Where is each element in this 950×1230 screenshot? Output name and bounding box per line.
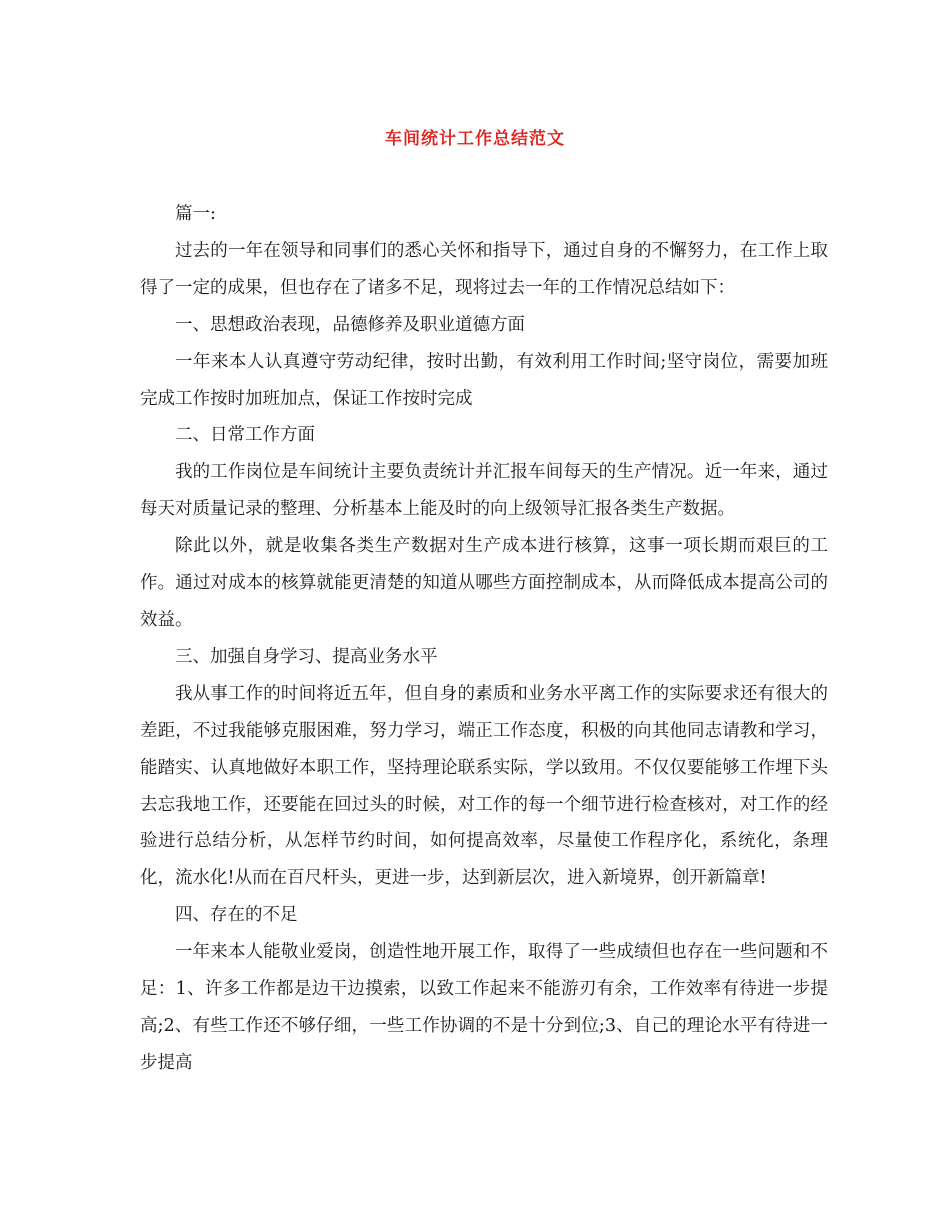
heading-section-3: 三、加强自身学习、提高业务水平 xyxy=(175,646,438,667)
heading-section-2: 二、日常工作方面 xyxy=(175,425,315,446)
paragraph-section-label: 篇一: xyxy=(175,204,216,224)
paragraph-section-2b: 除此以外，就是收集各类生产数据对生产成本进行核算，这事一项长期而艰巨的工作。通过对成本的核算就能更清楚的知道从哪些方面控制成本，从而降低成本提高公司的效益。 xyxy=(140,536,828,630)
paragraph-section-2a: 我的工作岗位是车间统计主要负责统计并汇报车间每天的生产情况。近一年来，通过每天对质量记录的整理、分析基本上能及时的向上级领导汇报各类生产数据。 xyxy=(140,462,828,520)
paragraph-intro: 过去的一年在领导和同事们的悉心关怀和指导下，通过自身的不懈努力，在工作上取得了一定的成果，但也存在了诸多不足，现将过去一年的工作情况总结如下： xyxy=(140,240,828,298)
heading-section-4: 四、存在的不足 xyxy=(175,905,298,926)
paragraph-section-4: 一年来本人能敬业爱岗，创造性地开展工作，取得了一些成绩但也存在一些问题和不足：1、许多工作都是边干边摸索，以致工作起来不能游刃有余，工作效率有待进一步提高;2、有些工作还不够仔细，一些工作协调的不是十分到位;3、自己的理论水平有待进一步提高 xyxy=(140,942,828,1073)
heading-section-1: 一、思想政治表现，品德修养及职业道德方面 xyxy=(175,314,525,335)
paragraph-section-3: 我从事工作的时间将近五年，但自身的素质和业务水平离工作的实际要求还有很大的差距，不过我能够克服困难，努力学习，端正工作态度，积极的向其他同志请教和学习，能踏实、认真地做好本职工作，坚持理论联系实际，学以致用。不仅仅要能够工作埋下头去忘我地工作，还要能在回过头的时候，对工作的每一个细节进行检查核对，对工作的经验进行总结分析，从怎样节约时间，如何提高效率，尽量使工作程序化，系统化，条理化，流水化!从而在百尺杆头，更进一步，达到新层次，进入新境界，创开新篇章! xyxy=(140,683,828,889)
document-body xyxy=(140,196,828,1082)
document-title: 车间统计工作总结范文 xyxy=(385,129,565,149)
paragraph-section-1: 一年来本人认真遵守劳动纪律，按时出勤，有效利用工作时间;坚守岗位，需要加班完成工作按时加班加点，保证工作按时完成 xyxy=(140,351,828,409)
